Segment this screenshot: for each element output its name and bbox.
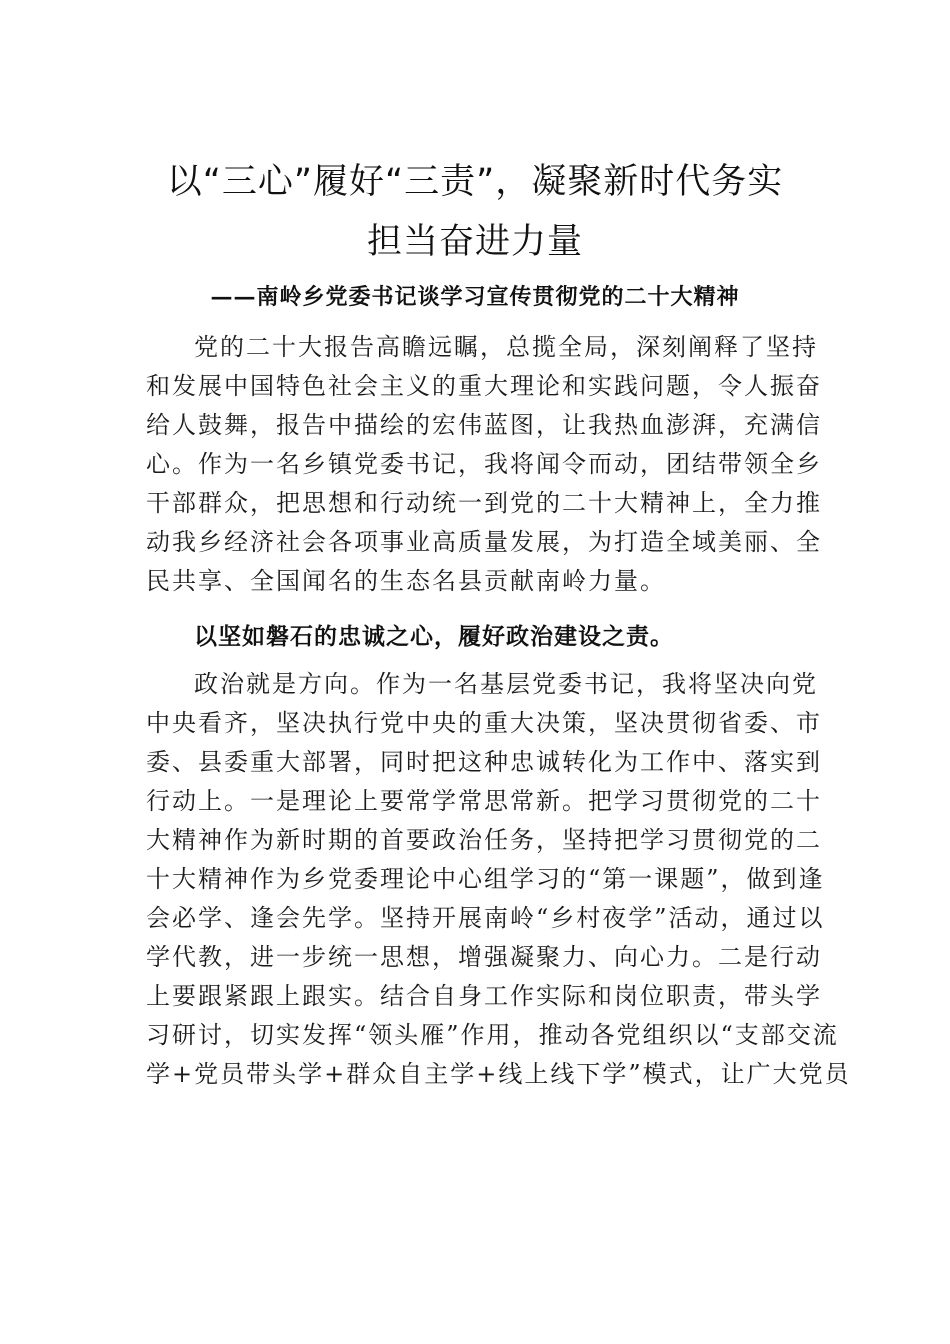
- document-title-line-1: 以“三心”履好“三责”，凝聚新时代务实: [166, 162, 784, 202]
- paragraph-line: 会必学、逢会先学。坚持开展南岭“乡村夜学”活动，通过以: [146, 904, 825, 932]
- section-heading: 以坚如磐石的忠诚之心，履好政治建设之责。: [194, 624, 674, 650]
- paragraph-line: 民共享、全国闻名的生态名县贡献南岭力量。: [146, 567, 666, 595]
- paragraph-line: 中央看齐，坚决执行党中央的重大决策，坚决贯彻省委、市: [146, 709, 822, 737]
- paragraph-line: 行动上。一是理论上要常学常思常新。把学习贯彻党的二十: [146, 787, 822, 815]
- document-subtitle: ——南岭乡党委书记谈学习宣传贯彻党的二十大精神: [210, 284, 740, 310]
- paragraph-line: 给人鼓舞，报告中描绘的宏伟蓝图，让我热血澎湃，充满信: [146, 411, 822, 439]
- paragraph-intro: [146, 328, 822, 601]
- document-title-line-2: 担当奋进力量: [366, 222, 583, 262]
- paragraph-line: 和发展中国特色社会主义的重大理论和实践问题，令人振奋: [146, 372, 822, 400]
- paragraph-line: 干部群众，把思想和行动统一到党的二十大精神上，全力推: [146, 489, 822, 517]
- paragraph-line: 学代教，进一步统一思想，增强凝聚力、向心力。二是行动: [146, 943, 822, 971]
- paragraph-politics: [146, 665, 851, 1094]
- paragraph-line: 委、县委重大部署，同时把这种忠诚转化为工作中、落实到: [146, 748, 822, 776]
- paragraph-line: 心。作为一名乡镇党委书记，我将闻令而动，团结带领全乡: [146, 450, 822, 478]
- paragraph-line: 大精神作为新时期的首要政治任务，坚持把学习贯彻党的二: [146, 826, 822, 854]
- paragraph-line: 政治就是方向。作为一名基层党委书记，我将坚决向党: [194, 670, 818, 698]
- paragraph-line: 十大精神作为乡党委理论中心组学习的“第一课题”，做到逢: [146, 865, 825, 893]
- paragraph-line: 上要跟紧跟上跟实。结合自身工作实际和岗位职责，带头学: [146, 982, 822, 1010]
- paragraph-line: 习研讨，切实发挥“领头雁”作用，推动各党组织以“支部交流: [146, 1021, 839, 1049]
- paragraph-line: 学+党员带头学+群众自主学+线上线下学”模式，让广大党员: [146, 1060, 851, 1088]
- paragraph-line: 党的二十大报告高瞻远瞩，总揽全局，深刻阐释了坚持: [194, 333, 818, 361]
- paragraph-line: 动我乡经济社会各项事业高质量发展，为打造全域美丽、全: [146, 528, 822, 556]
